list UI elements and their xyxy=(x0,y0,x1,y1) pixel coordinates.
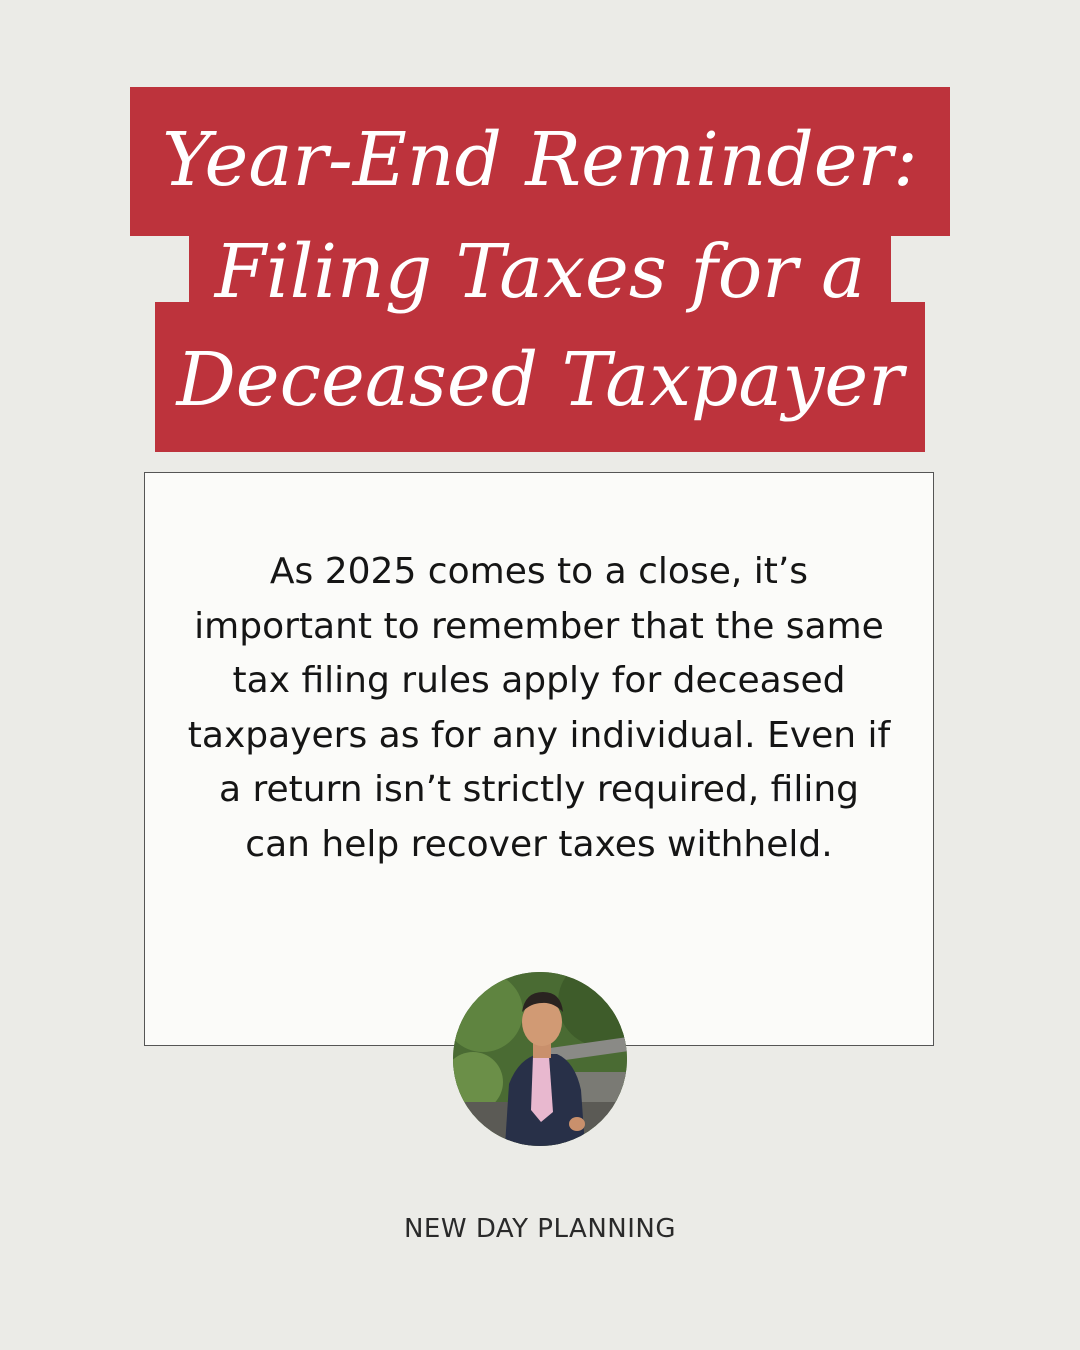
title-line-3: Deceased Taxpayer xyxy=(176,337,904,423)
content-card xyxy=(144,472,934,1046)
title-line-2: Filing Taxes for a xyxy=(214,229,866,315)
title-banner xyxy=(0,0,1080,460)
avatar xyxy=(453,972,627,1146)
title-line-1: Year-End Reminder: xyxy=(162,117,918,203)
portrait-photo xyxy=(453,972,627,1146)
brand-name: NEW DAY PLANNING xyxy=(403,1214,677,1244)
body-text: As 2025 comes to a close, it’s important to remember that the same tax filing rules apply for deceased taxpayers as for any individual. Even if a return isn’t strictly required, filing can help recover taxes withheld. xyxy=(187,551,891,865)
